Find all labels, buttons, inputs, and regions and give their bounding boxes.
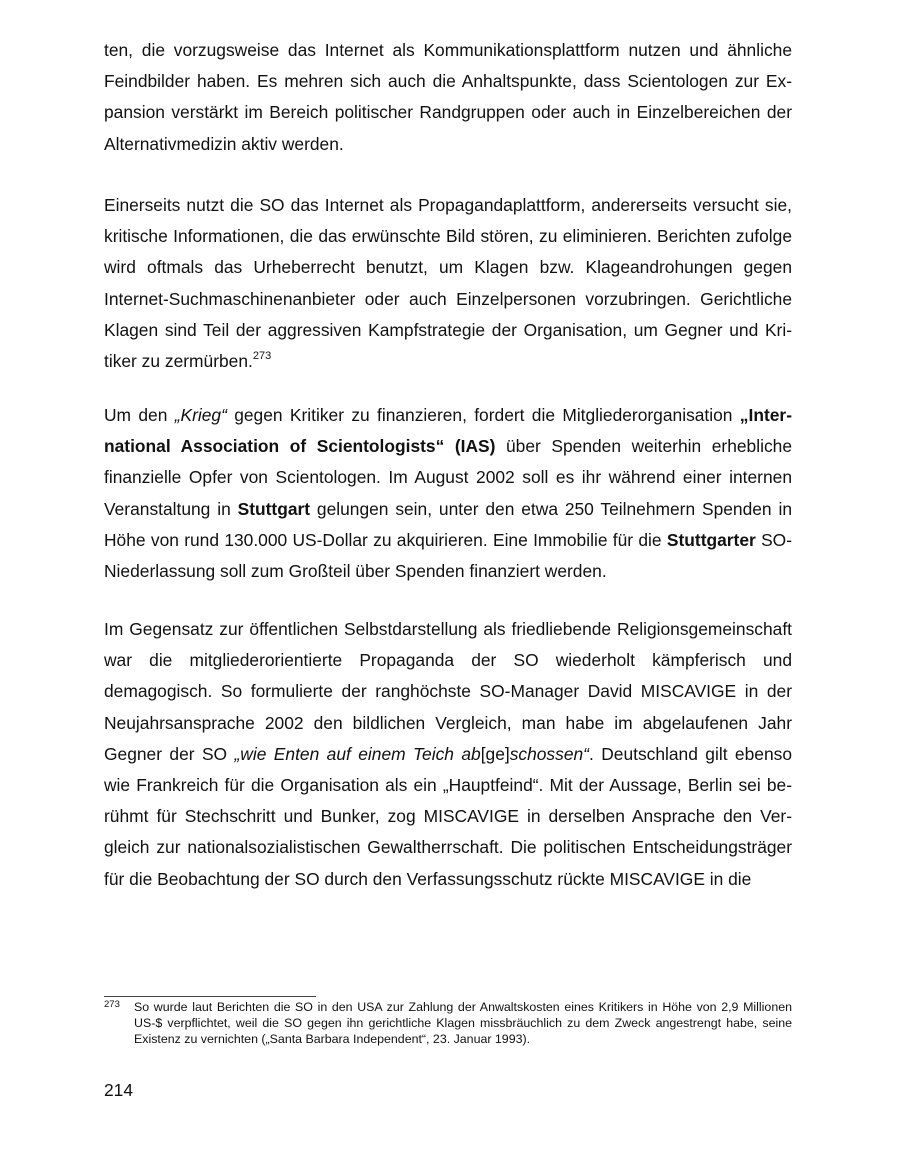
page-number: 214 — [104, 1080, 134, 1100]
emphasis-krieg: „Krieg“ — [174, 405, 227, 425]
quote-schossen: schossen“ — [509, 743, 589, 764]
paragraph-miscavige-propaganda — [104, 614, 792, 895]
paragraph-text: ten, die vorzugsweise das Internet als Kommunikationsplattform nutzen und ähnliche Feindbilder haben. Es mehren sich auch die Anhaltspunkte, dass Scientologen zur Expansion verstärkt im Bereich politischer Randgruppen oder auch in Einzelbereichen der Alternativmedizin aktiv werden. — [104, 40, 792, 154]
footnote-text: So wurde laut Berichten die SO in den USA zur Zahlung der Anwaltskosten eines Kritikers in Höhe von 2,9 Millionen US-$ verpflichtet, weil die SO gegen ihn gerichtliche Klagen missbräuchlich zu dem Zweck angestrengt habe, seine Existenz zu vernichten („Santa Barbara Independent“, 23. Januar 1993). — [134, 1000, 792, 1046]
paragraph-text: über Spenden weiterhin erhebliche finanzielle Opfer von Scientologen. Im August 2002 soll es ihr während einer internen Veranstaltung in — [104, 436, 792, 519]
paragraph-ias-funding — [104, 400, 792, 587]
quote-insertion: [ge] — [480, 743, 510, 764]
emphasis-stuttgarter: Stuttgarter — [666, 529, 756, 550]
footnote-separator — [104, 996, 316, 997]
footnote-reference[interactable]: 273 — [252, 350, 272, 363]
emphasis-stuttgart: Stuttgart — [237, 498, 311, 519]
footnote — [104, 999, 792, 1047]
quote-enten: „wie Enten auf einem Teich ab — [234, 743, 481, 764]
emphasis-ias: „International Association of Scientologists“ (IAS) — [104, 405, 792, 457]
paragraph-text: Einerseits nutzt die SO das Internet als Propagandaplattform, andererseits versucht sie, kritische Informationen, die das erwünschte Bild stören, zu eliminieren. Berichten zufolge wird oftmals das Urheberrecht benutzt, um Klagen bzw. Klageandrohungen gegen Internet-Suchmaschinenanbieter oder auch Einzelpersonen vorzubringen. Gerichtliche Klagen sind Teil der aggressiven Kampfstrategie der Organisation, um Gegner und Kritiker zu zermürben. — [104, 195, 792, 372]
paragraph-text: gegen Kritiker zu finanzieren, fordert die Mitgliederorganisation — [226, 405, 740, 425]
paragraph-text: Um den — [104, 405, 175, 425]
paragraph-text: . Deutschland gilt ebenso wie Frankreich für die Organisation als ein „Hauptfeind“. Mit der Aussage, Berlin sei berühmt für Stechschritt und Bunker, zog MISCAVIGE in derselben Ansprache den Vergleich zur nationalsozialistischen Gewaltherrschaft. Die politischen Entscheidungsträger für die Beobachtung der SO durch den Verfassungsschutz rückte MISCAVIGE in die — [104, 743, 792, 889]
paragraph-internet-platform — [104, 35, 792, 160]
footnote-number: 273 — [104, 999, 120, 1010]
paragraph-propaganda-platform — [104, 190, 792, 377]
paragraph-text: gelungen sein, unter den etwa 250 Teilnehmern Spenden in Höhe von rund 130.000 US-Dollar zu akquirieren. Eine Immobilie für die — [104, 498, 792, 550]
paragraph-text: SO-Niederlassung soll zum Großteil über Spenden finanziert werden. — [104, 529, 792, 582]
paragraph-text: Im Gegensatz zur öffentlichen Selbstdarstellung als friedliebende Religionsgemeinschaft war die mitgliederorientierte Propaganda der SO wiederholt kämpferisch und demagogisch. So formulierte der ranghöchste SO-Manager David MISCAVIGE in der Neujahrsansprache 2002 den bildlichen Vergleich, man habe im abgelaufenen Jahr Gegner der SO — [104, 619, 792, 764]
